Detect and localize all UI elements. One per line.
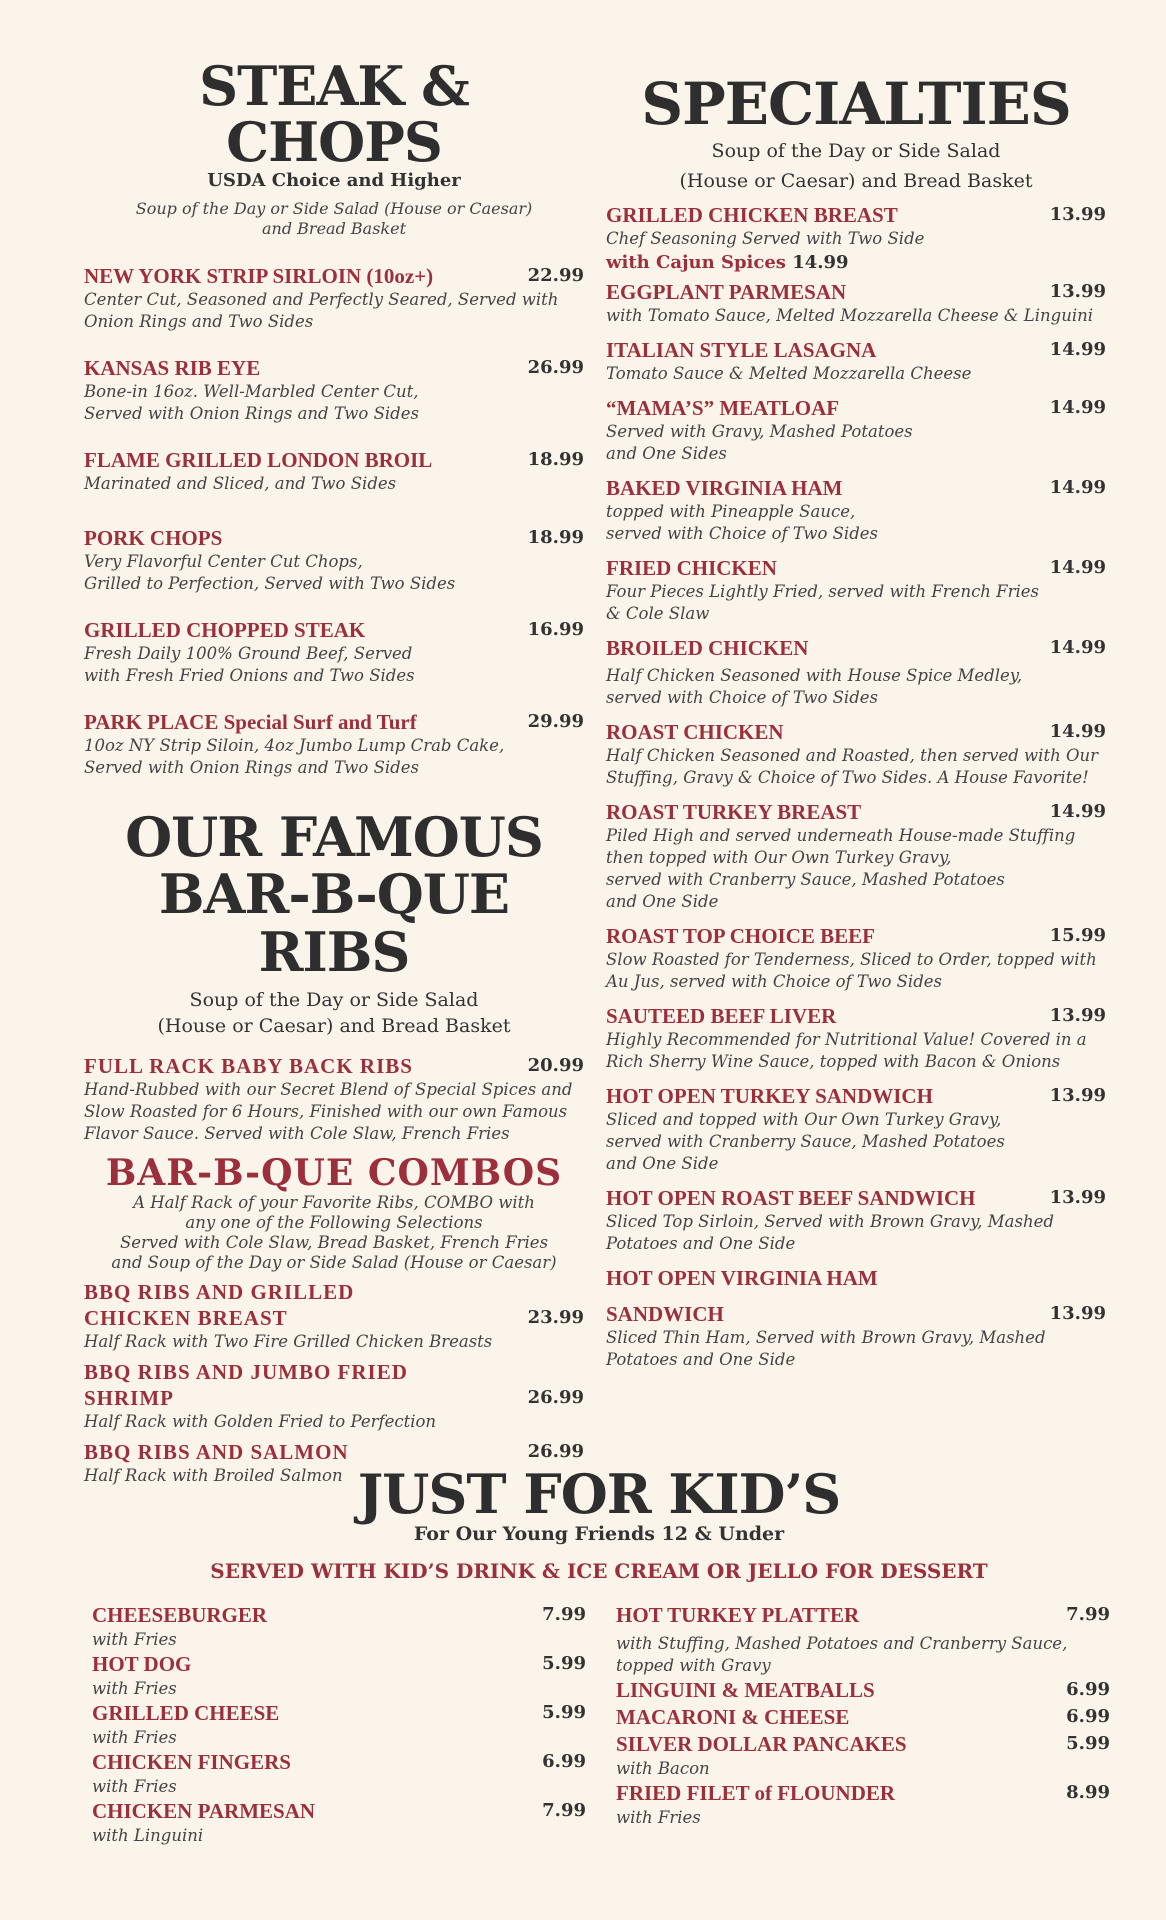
kid-menu-item: [92, 1651, 586, 1700]
item-desc: Bone-in 16oz. Well-Marbled Center Cut,: [84, 382, 419, 401]
menu-item: [84, 1279, 584, 1353]
item-name: PORK CHOPS: [84, 526, 223, 550]
combos-desc: Served with Cole Slaw, Bread Basket, French Fries: [119, 1233, 549, 1252]
cajun-label: with Cajun Spices: [606, 252, 786, 273]
cajun-option: [606, 252, 1106, 273]
item-desc: and One Side: [606, 1154, 719, 1173]
item-desc: Slow Roasted for Tenderness, Sliced to Order, topped with: [606, 950, 1097, 969]
kids-section: [84, 1462, 1114, 1845]
item-price: 7.99: [542, 1800, 586, 1821]
kids-banner: SERVED WITH KID’S DRINK & ICE CREAM OR JELLO FOR DESSERT: [210, 1559, 988, 1583]
menu-item: [84, 617, 584, 687]
item-name: HOT OPEN VIRGINIA HAM: [606, 1266, 878, 1290]
item-name: BROILED CHICKEN: [606, 636, 809, 660]
item-desc: Flavor Sauce. Served with Cole Slaw, French Fries: [84, 1124, 510, 1143]
item-desc: with Fries: [92, 1679, 177, 1698]
item-name: ROAST CHICKEN: [606, 720, 784, 744]
specialties-note-line2: (House or Caesar) and Bread Basket: [679, 170, 1033, 192]
item-name: ROAST TOP CHOICE BEEF: [606, 924, 876, 948]
item-price: 13.99: [1049, 204, 1106, 225]
item-price: 29.99: [527, 711, 584, 732]
specialties-note-line1: Soup of the Day or Side Salad: [711, 140, 1001, 162]
item-name: PARK PLACE Special Surf and Turf: [84, 710, 417, 734]
item-price: 26.99: [527, 1441, 584, 1462]
menu-item: [84, 263, 584, 333]
menu-item: [606, 202, 1106, 250]
item-price: 18.99: [527, 527, 584, 548]
item-name: CHICKEN PARMESAN: [92, 1799, 316, 1823]
item-desc: and One Sides: [606, 444, 727, 463]
menu-item: [606, 475, 1106, 545]
item-desc: Au Jus, served with Choice of Two Sides: [606, 972, 942, 991]
combos-desc: any one of the Following Selections: [185, 1213, 483, 1232]
item-name: BAKED VIRGINIA HAM: [606, 476, 843, 500]
item-desc: Served with Gravy, Mashed Potatoes: [606, 422, 913, 441]
menu-item: [606, 279, 1106, 327]
menu-item: [606, 799, 1106, 913]
item-desc: Stuffing, Gravy & Choice of Two Sides. A House Favorite!: [606, 768, 1089, 787]
item-name: FRIED CHICKEN: [606, 556, 777, 580]
item-price: 16.99: [527, 619, 584, 640]
item-name: GRILLED CHICKEN BREAST: [606, 203, 898, 227]
item-name: “MAMA’S” MEATLOAF: [606, 396, 840, 420]
item-name: SAUTEED BEEF LIVER: [606, 1004, 837, 1028]
item-name: KANSAS RIB EYE: [84, 356, 261, 380]
menu-item: [84, 709, 584, 779]
menu-item: [84, 1053, 584, 1145]
left-column: [84, 54, 584, 1509]
kid-menu-item: [616, 1731, 1110, 1780]
item-price: 14.99: [1049, 721, 1106, 742]
menu-item: [84, 447, 584, 495]
item-desc: Fresh Daily 100% Ground Beef, Served: [84, 644, 413, 663]
item-price: 6.99: [542, 1751, 586, 1772]
item-name: CHICKEN BREAST: [84, 1306, 288, 1330]
item-price: 13.99: [1049, 1303, 1106, 1324]
item-desc: Onion Rings and Two Sides: [84, 312, 314, 331]
ribs-title-line2: BAR-B-QUE RIBS: [158, 862, 510, 984]
item-price: 26.99: [527, 1387, 584, 1408]
item-price: 13.99: [1049, 1005, 1106, 1026]
item-name: BBQ RIBS AND GRILLED: [84, 1280, 355, 1304]
item-price: 14.99: [1049, 801, 1106, 822]
steak-chops-title: STEAK & CHOPS: [199, 54, 469, 174]
item-price: 26.99: [527, 357, 584, 378]
specialties-title: SPECIALTIES: [641, 70, 1071, 138]
item-desc: 10oz NY Strip Siloin, 4oz Jumbo Lump Crab Cake,: [84, 736, 505, 755]
menu-item: [84, 1359, 584, 1433]
item-name: HOT OPEN ROAST BEEF SANDWICH: [606, 1186, 976, 1210]
item-desc: Sliced Thin Ham, Served with Brown Gravy, Mashed: [606, 1328, 1046, 1347]
item-desc: served with Choice of Two Sides: [606, 524, 879, 543]
menu-item: [606, 1083, 1106, 1175]
item-desc: with Linguini: [92, 1826, 204, 1845]
item-price: 13.99: [1049, 281, 1106, 302]
menu-item: [606, 719, 1106, 789]
item-name: FLAME GRILLED LONDON BROIL: [84, 448, 433, 472]
item-desc: with Bacon: [616, 1759, 710, 1778]
item-price: 6.99: [1066, 1706, 1110, 1727]
item-desc: Sliced Top Sirloin, Served with Brown Gravy, Mashed: [606, 1212, 1054, 1231]
combos-desc: and Soup of the Day or Side Salad (House or Caesar): [111, 1253, 557, 1272]
item-price: 14.99: [1049, 397, 1106, 418]
item-price: 7.99: [542, 1604, 586, 1625]
item-price: 14.99: [1049, 477, 1106, 498]
item-desc: with Fries: [616, 1808, 701, 1827]
menu-item: [606, 923, 1106, 993]
item-desc: Highly Recommended for Nutritional Value! Covered in a: [606, 1030, 1087, 1049]
menu-item: [606, 337, 1106, 385]
combos-desc: A Half Rack of your Favorite Ribs, COMBO with: [133, 1193, 535, 1212]
item-price: 5.99: [1066, 1733, 1110, 1754]
kids-title: JUST FOR KID’S: [357, 1462, 841, 1526]
ribs-note-line1: Soup of the Day or Side Salad: [189, 989, 479, 1011]
kid-menu-item: [92, 1700, 586, 1749]
item-name: FULL RACK BABY BACK RIBS: [84, 1054, 413, 1078]
item-price: 20.99: [527, 1055, 584, 1076]
item-desc: and One Side: [606, 892, 719, 911]
kid-menu-item: [616, 1677, 1110, 1704]
item-name: NEW YORK STRIP SIRLOIN (10oz+): [84, 264, 434, 288]
item-price: 13.99: [1049, 1085, 1106, 1106]
steak-subtitle: USDA Choice and Higher: [207, 170, 461, 191]
item-price: 22.99: [527, 265, 584, 286]
item-desc: then topped with Our Own Turkey Gravy,: [606, 848, 952, 867]
menu-item: [606, 555, 1106, 625]
item-desc: topped with Pineapple Sauce,: [606, 502, 856, 521]
item-price: 7.99: [1066, 1604, 1110, 1625]
item-desc: Served with Onion Rings and Two Sides: [84, 404, 419, 423]
item-desc: Very Flavorful Center Cut Chops,: [84, 552, 363, 571]
kids-right-list: [616, 1602, 1110, 1829]
item-desc: Marinated and Sliced, and Two Sides: [84, 474, 397, 493]
item-price: 18.99: [527, 449, 584, 470]
item-desc: Half Rack with Broiled Salmon: [84, 1466, 343, 1485]
item-name: HOT DOG: [92, 1652, 192, 1676]
item-name: SHRIMP: [84, 1386, 174, 1410]
item-desc: Potatoes and One Side: [606, 1234, 796, 1253]
item-desc: with Fries: [92, 1728, 177, 1747]
steak-note-line2: and Bread Basket: [261, 219, 406, 238]
kid-menu-item: [616, 1602, 1110, 1677]
menu-item: [606, 1185, 1106, 1255]
item-desc: Half Chicken Seasoned and Roasted, then served with Our: [606, 746, 1098, 765]
kid-menu-item: [92, 1749, 586, 1798]
item-price: 14.99: [1049, 339, 1106, 360]
item-desc: Half Rack with Two Fire Grilled Chicken Breasts: [84, 1332, 493, 1351]
item-name: BBQ RIBS AND SALMON: [84, 1440, 349, 1464]
menu-item: [84, 355, 584, 425]
item-name: FRIED FILET of FLOUNDER: [616, 1781, 896, 1805]
kid-menu-item: [616, 1780, 1110, 1829]
item-name: EGGPLANT PARMESAN: [606, 280, 847, 304]
kid-menu-item: [616, 1704, 1110, 1731]
item-name: LINGUINI & MEATBALLS: [616, 1678, 875, 1702]
item-desc: Sliced and topped with Our Own Turkey Gravy,: [606, 1110, 1002, 1129]
menu-item: [606, 1003, 1106, 1073]
item-desc: Piled High and served underneath House-made Stuffing: [606, 826, 1076, 845]
item-name: BBQ RIBS AND JUMBO FRIED: [84, 1360, 408, 1384]
item-price: 14.99: [1049, 637, 1106, 658]
menu-item: [84, 525, 584, 595]
item-price: 14.99: [1049, 557, 1106, 578]
right-column: [606, 72, 1106, 1381]
item-name: SANDWICH: [606, 1302, 724, 1326]
menu-item: [606, 395, 1106, 465]
item-name: ITALIAN STYLE LASAGNA: [606, 338, 877, 362]
item-desc: Potatoes and One Side: [606, 1350, 796, 1369]
item-desc: Rich Sherry Wine Sauce, topped with Bacon & Onions: [606, 1052, 1061, 1071]
menu-item: [606, 635, 1106, 709]
item-desc: Grilled to Perfection, Served with Two Sides: [84, 574, 456, 593]
item-desc: Four Pieces Lightly Fried, served with French Fries: [606, 582, 1040, 601]
steak-items: [84, 263, 584, 779]
item-desc: & Cole Slaw: [606, 604, 710, 623]
item-desc: served with Cranberry Sauce, Mashed Potatoes: [606, 870, 1005, 889]
item-price: 5.99: [542, 1702, 586, 1723]
item-name: CHICKEN FINGERS: [92, 1750, 291, 1774]
item-desc: Center Cut, Seasoned and Perfectly Seared, Served with: [84, 290, 559, 309]
item-desc: Tomato Sauce & Melted Mozzarella Cheese: [606, 364, 972, 383]
item-price: 5.99: [542, 1653, 586, 1674]
item-name: MACARONI & CHEESE: [616, 1705, 850, 1729]
item-desc: with Fries: [92, 1630, 177, 1649]
kids-subtitle: For Our Young Friends 12 & Under: [413, 1523, 785, 1545]
cajun-price: 14.99: [792, 252, 849, 273]
item-desc: Half Rack with Golden Fried to Perfection: [84, 1412, 437, 1431]
item-desc: Served with Onion Rings and Two Sides: [84, 758, 419, 777]
item-desc: Chef Seasoning Served with Two Side: [606, 229, 925, 248]
item-name: GRILLED CHEESE: [92, 1701, 280, 1725]
combos-title: BAR-B-QUE COMBOS: [105, 1152, 563, 1194]
item-desc: with Fries: [92, 1777, 177, 1796]
item-name: GRILLED CHOPPED STEAK: [84, 618, 366, 642]
item-desc: with Tomato Sauce, Melted Mozzarella Cheese & Linguini: [606, 306, 1094, 325]
item-price: 13.99: [1049, 1187, 1106, 1208]
item-name: SILVER DOLLAR PANCAKES: [616, 1732, 907, 1756]
item-desc: served with Cranberry Sauce, Mashed Potatoes: [606, 1132, 1005, 1151]
kid-menu-item: [92, 1602, 586, 1651]
ribs-note-line2: (House or Caesar) and Bread Basket: [157, 1015, 511, 1037]
menu-item: [606, 1265, 1106, 1371]
item-price: 23.99: [527, 1307, 584, 1328]
kid-menu-item: [92, 1798, 586, 1847]
item-name: HOT TURKEY PLATTER: [616, 1603, 860, 1627]
item-name: CHEESEBURGER: [92, 1603, 268, 1627]
ribs-title-line1: OUR FAMOUS: [125, 805, 543, 869]
item-desc: topped with Gravy: [616, 1656, 771, 1675]
steak-note-line1: Soup of the Day or Side Salad (House or Caesar): [135, 199, 533, 218]
item-name: HOT OPEN TURKEY SANDWICH: [606, 1084, 933, 1108]
item-name: ROAST TURKEY BREAST: [606, 800, 862, 824]
item-desc: with Fresh Fried Onions and Two Sides: [84, 666, 415, 685]
item-desc: Hand-Rubbed with our Secret Blend of Special Spices and: [84, 1080, 573, 1099]
item-desc: served with Choice of Two Sides: [606, 688, 879, 707]
item-desc: Slow Roasted for 6 Hours, Finished with our own Famous: [84, 1102, 568, 1121]
item-desc: Half Chicken Seasoned with House Spice Medley,: [606, 666, 1023, 685]
item-desc: with Stuffing, Mashed Potatoes and Cranberry Sauce,: [616, 1634, 1068, 1653]
item-price: 6.99: [1066, 1679, 1110, 1700]
item-price: 15.99: [1049, 925, 1106, 946]
item-price: 8.99: [1066, 1782, 1110, 1803]
kids-left-list: [92, 1602, 586, 1847]
